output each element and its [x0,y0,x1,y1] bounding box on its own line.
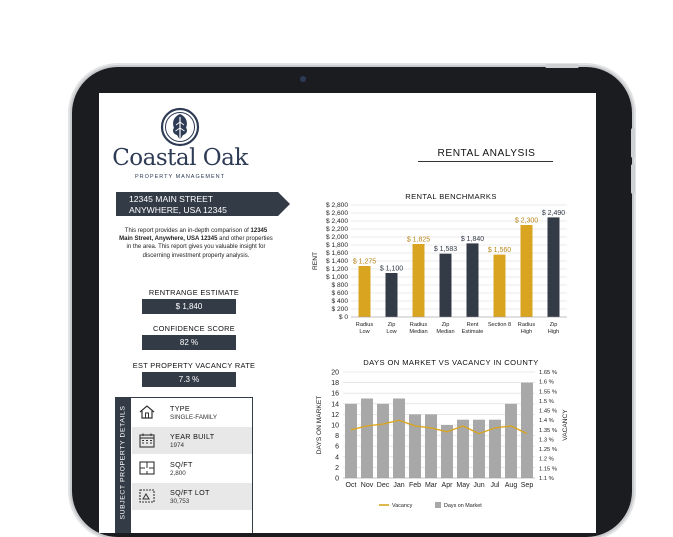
x-tick-label: Zip [387,322,396,328]
legend-days-swatch [435,502,441,508]
intro-text-bold: 12345 Main Street, Anywhere, USA 12345 [119,228,268,243]
data-label: $ 1,825 [406,236,431,244]
y-tick-label: 4 [335,454,339,462]
y2-tick-label: 1.2 % [539,456,554,463]
x-tick-label: High [547,329,560,335]
x-tick-label: Jul [490,482,500,489]
x-tick-label: Apr [441,482,453,489]
bar [359,266,371,317]
y-tick-label: $ 2,200 [326,226,348,234]
x-tick-label: Rent [466,322,479,328]
days-vacancy-title: DAYS ON MARKET VS VACANCY IN COUNTY [363,358,539,367]
legend-vacancy-label: Vacancy [392,503,413,509]
property-details-title: SUBJECT PROPERTY DETAILS [119,405,127,520]
section-title: RENTAL ANALYSIS [437,148,536,159]
x-tick-label: High [520,329,533,335]
x-tick-label: Sep [520,482,534,489]
bar [386,273,398,317]
detail-row-sqft [132,455,252,482]
vacancy-rate-value: 7.3 % [142,372,236,387]
y2-axis-label: VACANCY [562,409,569,441]
y-tick-label: 6 [335,443,339,451]
brand-name: Coastal Oak [112,145,248,171]
x-tick-label: Low [359,329,370,335]
y2-tick-label: 1.55 % [539,389,558,396]
camera-icon [300,76,306,82]
bar [505,404,517,478]
rental-benchmarks-title: RENTAL BENCHMARKS [405,192,497,201]
bar [473,420,485,478]
address-line-1: 12345 MAIN STREET [129,194,214,204]
report-intro [119,227,273,260]
x-tick-label: Radius [355,322,374,328]
x-tick-label: Zip [441,322,450,328]
y-tick-label: $ 1,600 [326,250,348,258]
floorplan-icon [138,460,156,476]
data-label: $ 1,840 [460,235,485,243]
x-tick-label: Jan [393,482,405,489]
y-tick-label: 12 [331,411,339,419]
bar [548,217,560,317]
detail-label-sqft-lot: SQ/FT LOT [170,488,210,497]
rentrange-estimate-value: $ 1,840 [142,299,236,314]
y-tick-label: $ 2,800 [326,202,348,210]
x-tick-label: Median [436,329,455,335]
report-screen [99,93,596,533]
detail-value-type: SINGLE-FAMILY [170,414,218,421]
y-tick-label: $ 1,400 [326,258,348,266]
y-tick-label: 18 [331,380,339,388]
x-tick-label: Jun [473,482,485,489]
x-tick-label: Radius [517,322,536,328]
y2-tick-label: 1.6 % [539,379,554,386]
y2-tick-label: 1.15 % [539,466,558,473]
detail-value-sqft: 2,800 [170,470,186,477]
detail-row-year-built [132,427,252,454]
y2-tick-label: 1.25 % [539,447,558,454]
y-tick-label: $ 2,600 [326,210,348,218]
intro-text-post: and other properties in the area. This report gives you valuable insight for discerning investment property analysis. [126,236,273,259]
bar [467,243,479,317]
detail-row-type [132,399,252,426]
bar [425,414,437,478]
detail-label-year-built: YEAR BUILT [170,432,215,441]
property-details-side-header [115,397,131,533]
bar [345,404,357,478]
x-tick-label: Feb [408,482,422,489]
lot-icon [138,488,156,504]
x-tick-label: May [456,482,470,489]
bar [361,399,373,479]
address-line-2: ANYWHERE, USA 12345 [129,205,227,215]
x-tick-label: Median [409,329,428,335]
rentrange-estimate-label: RENTRANGE ESTIMATE [148,288,240,297]
address-banner [116,192,278,216]
bar [521,383,533,478]
intro-text-pre: This report provides an in-depth comparison of [124,228,249,234]
y2-tick-label: 1.45 % [539,408,558,415]
y-tick-label: $ 0 [338,314,348,322]
tablet-side-button [631,128,635,158]
section-title-underline [418,161,553,162]
house-icon [138,404,156,420]
data-label: $ 1,100 [379,265,404,273]
detail-label-type: TYPE [170,404,190,413]
bar [377,404,389,478]
x-tick-label: Section 8 [487,322,512,328]
vacancy-rate-label: EST PROPERTY VACANCY RATE [132,361,256,370]
x-tick-label: Radius [409,322,428,328]
tablet-side-button-2 [631,164,635,194]
data-label: $ 1,275 [352,258,377,266]
x-tick-label: Estimate [461,329,484,335]
rental-benchmarks-chart [309,201,574,353]
confidence-score-value: 82 % [142,335,236,350]
y-tick-label: $ 2,400 [326,218,348,226]
bar [393,399,405,479]
y2-tick-label: 1.65 % [539,370,558,376]
x-tick-label: Low [386,329,397,335]
bar [413,244,425,317]
data-label: $ 2,300 [514,217,539,225]
y-tick-label: 8 [335,433,339,441]
brand-subtitle: PROPERTY MANAGEMENT [134,174,225,180]
y-tick-label: $ 2,000 [326,234,348,242]
x-tick-label: Nov [360,482,374,489]
data-label: $ 1,560 [487,247,512,255]
y-tick-label: 16 [331,390,339,398]
tablet-top-button [545,64,579,68]
y2-tick-label: 1.35 % [539,427,558,434]
y-tick-label: $ 1,000 [326,274,348,282]
y-tick-label: 10 [331,422,339,430]
data-label: $ 1,583 [433,246,458,254]
detail-row-sqft-lot [132,483,252,510]
calendar-icon [138,432,156,448]
y-tick-label: 0 [335,475,339,483]
y-tick-label: $ 1,200 [326,266,348,274]
confidence-score-label: CONFIDENCE SCORE [153,324,235,333]
y-tick-label: $ 400 [331,298,348,306]
y-axis-label: DAYS ON MARKET [316,395,323,455]
y-tick-label: 14 [331,401,339,409]
y2-tick-label: 1.5 % [539,398,554,405]
x-tick-label: Mar [424,482,438,489]
y-tick-label: $ 200 [331,306,348,314]
y2-tick-label: 1.4 % [539,418,554,425]
detail-label-sqft: SQ/FT [170,460,193,469]
x-tick-label: Aug [504,482,518,489]
bar [440,254,452,317]
y2-tick-label: 1.3 % [539,437,554,444]
x-tick-label: Zip [549,322,558,328]
x-tick-label: Dec [376,482,390,489]
bar [521,225,533,317]
detail-value-sqft-lot: 30,753 [170,498,190,505]
legend-days-label: Days on Market [444,503,482,509]
address-banner-arrow [278,192,290,216]
y2-tick-label: 1.1 % [539,476,554,482]
y-tick-label: $ 600 [331,290,348,298]
bar [494,255,506,317]
x-tick-label: Oct [345,482,357,489]
y-tick-label: 20 [331,369,339,377]
y-tick-label: $ 1,800 [326,242,348,250]
detail-value-year-built: 1974 [170,442,185,449]
days-vacancy-chart [309,368,574,518]
bar [441,425,453,478]
data-label: $ 2,490 [541,209,566,217]
y-axis-label: RENT [312,252,319,270]
y-tick-label: 2 [335,464,339,472]
y-tick-label: $ 800 [331,282,348,290]
